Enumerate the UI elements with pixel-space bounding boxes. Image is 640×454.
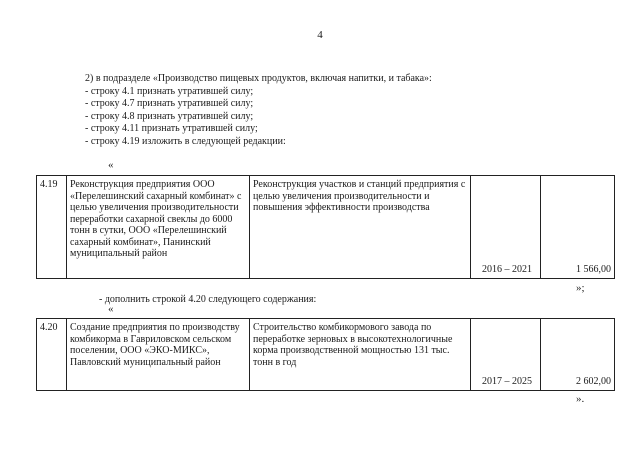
intro-line: - строку 4.8 признать утратившей силу; xyxy=(85,110,254,122)
add-row-instruction: - дополнить строкой 4.20 следующего содержания: xyxy=(99,294,317,305)
project-amount: 2 602,00 xyxy=(541,319,615,391)
project-years: 2017 – 2025 xyxy=(471,319,541,391)
open-quote-1: « xyxy=(108,159,114,171)
table-row-4-20 xyxy=(36,318,615,391)
project-description: Строительство комбикормового завода по переработке зерновых в высокотехнологичные корма производственной мощностью 131 тыс. тонн в год xyxy=(250,319,471,391)
open-quote-2: « xyxy=(108,303,114,315)
page-number: 4 xyxy=(317,29,323,41)
close-quote-1: »; xyxy=(576,282,585,294)
project-description: Реконструкция участков и станций предприятия с целью увеличения производительности и повышения эффективности производства xyxy=(250,176,471,279)
intro-line: - строку 4.1 признать утратившей силу; xyxy=(85,85,254,97)
intro-line: - строку 4.19 изложить в следующей редакции: xyxy=(85,135,286,147)
row-number: 4.20 xyxy=(37,319,67,391)
project-years: 2016 – 2021 xyxy=(471,176,541,279)
intro-section xyxy=(85,73,432,148)
intro-heading: 2) в подразделе «Производство пищевых продуктов, включая напитки, и табака»: xyxy=(85,73,432,84)
close-quote-2: ». xyxy=(576,393,585,405)
project-name: Создание предприятия по производству комбикорма в Гавриловском сельском поселении, ООО «ЭКО-МИКС», Павловский муниципальный район xyxy=(67,319,250,391)
intro-line: - строку 4.7 признать утратившей силу; xyxy=(85,98,254,109)
row-number: 4.19 xyxy=(37,176,67,279)
project-amount: 1 566,00 xyxy=(541,176,615,279)
project-name: Реконструкция предприятия ООО «Перелешинский сахарный комбинат» с целью увеличения производительности переработки сахарной свеклы до 6000 тонн в сутки, ООО «Перелешинский сахарный комбинат», Панинский муниципальный район xyxy=(67,176,250,279)
table-row-4-19 xyxy=(36,175,615,279)
intro-line: - строку 4.11 признать утратившей силу; xyxy=(85,123,258,134)
